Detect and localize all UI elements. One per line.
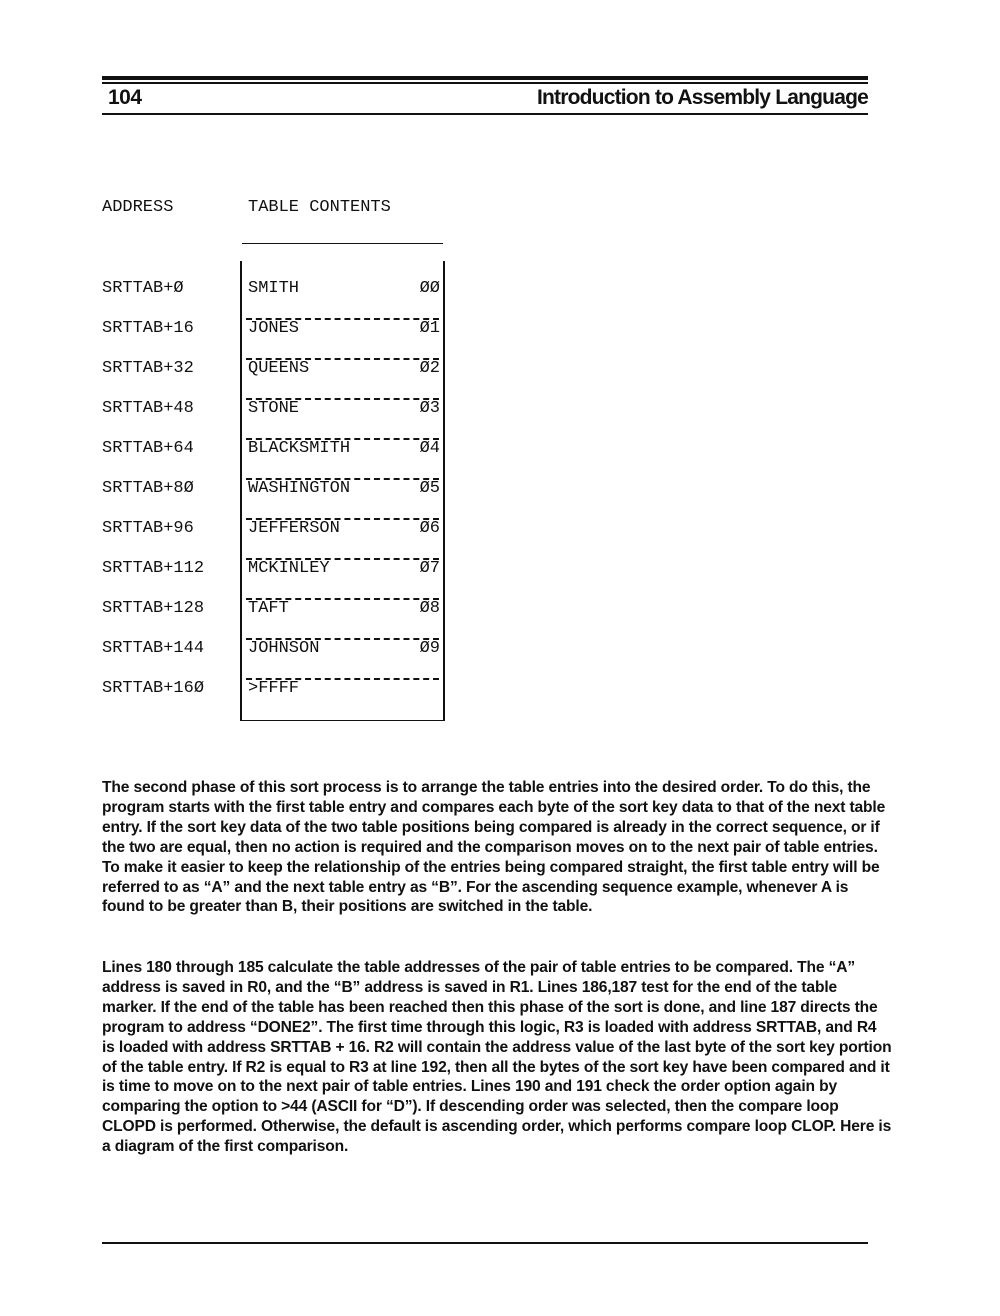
page-number: 104 bbox=[108, 86, 142, 109]
row-index: ØØ bbox=[419, 279, 440, 298]
table-bottom-border bbox=[242, 720, 443, 721]
row-address: SRTTAB+16Ø bbox=[102, 679, 205, 698]
row-index: Ø5 bbox=[419, 479, 440, 498]
row-index: Ø6 bbox=[419, 519, 440, 538]
row-index: Ø2 bbox=[419, 359, 440, 378]
header-rule-top bbox=[102, 76, 868, 80]
row-index: Ø4 bbox=[419, 439, 440, 458]
body-paragraph-2: Lines 180 through 185 calculate the table addresses of the pair of table entries to be compared. The “A” address is saved in R0, and the “B” address is saved in R1. Lines 186,187 test for the end of the table marker. If the end of the table has been reached then this phase of the sort is done, and line 187 directs the program to address “DONE2”. The first time through this logic, R3 is loaded with address SRTTAB, and R4 is loaded with address SRTTAB + 16. R2 will contain the address value of the last byte of the sort key portion of the table entry. If R2 is equal to R3 at line 192, then all the bytes of the sort key have been compared and it is time to move on to the next pair of table entries. Lines 190 and 191 check the order option again by comparing the option to >44 (ASCII for “D”). If descending order was selected, then the compare loop CLOPD is performed. Otherwise, the default is ascending order, which performs compare loop CLOP. Here is a diagram of the first comparison. bbox=[102, 959, 892, 1156]
header-rule-top-thin bbox=[102, 82, 868, 84]
row-address: SRTTAB+128 bbox=[102, 599, 205, 618]
row-name: STONE bbox=[248, 399, 300, 418]
row-address: SRTTAB+48 bbox=[102, 399, 194, 418]
row-address: SRTTAB+96 bbox=[102, 519, 194, 538]
page-header bbox=[102, 86, 868, 114]
table-right-border bbox=[443, 261, 445, 721]
row-index: Ø8 bbox=[419, 599, 440, 618]
row-address: SRTTAB+16 bbox=[102, 319, 194, 338]
row-index: Ø3 bbox=[419, 399, 440, 418]
row-address: SRTTAB+Ø bbox=[102, 279, 184, 298]
row-name: QUEENS bbox=[248, 359, 310, 378]
row-index: Ø7 bbox=[419, 559, 440, 578]
row-name: BLACKSMITH bbox=[248, 439, 351, 458]
row-name: TAFT bbox=[248, 599, 289, 618]
row-address: SRTTAB+64 bbox=[102, 439, 194, 458]
footer-rule bbox=[102, 1242, 868, 1244]
row-name: JOHNSON bbox=[248, 639, 320, 658]
row-address: SRTTAB+8Ø bbox=[102, 479, 194, 498]
row-name: >FFFF bbox=[248, 679, 300, 698]
row-address: SRTTAB+32 bbox=[102, 359, 194, 378]
row-name: JEFFERSON bbox=[248, 519, 340, 538]
table-left-border bbox=[240, 261, 242, 721]
address-column-header: ADDRESS bbox=[102, 198, 174, 217]
row-name: SMITH bbox=[248, 279, 300, 298]
row-index: Ø1 bbox=[419, 319, 440, 338]
running-title: Introduction to Assembly Language bbox=[536, 86, 868, 109]
row-name: MCKINLEY bbox=[248, 559, 330, 578]
table-top-border bbox=[242, 243, 443, 244]
body-paragraph-1: The second phase of this sort process is to arrange the table entries into the desired order. To do this, the program starts with the first table entry and compares each byte of the sort key data to that of the next table entry. If the sort key data of the two table positions being compared is already in the correct sequence, or if the two are equal, then no action is required and the comparison moves on to the next pair of table entries. To make it easier to keep the relationship of the entries being compared straight, the first table entry will be referred to as “A” and the next table entry as “B”. For the ascending sequence example, whenever A is found to be greater than B, their positions are switched in the table. bbox=[102, 779, 886, 916]
row-name: JONES bbox=[248, 319, 300, 338]
row-index: Ø9 bbox=[419, 639, 440, 658]
contents-column-header: TABLE CONTENTS bbox=[248, 198, 391, 217]
row-address: SRTTAB+144 bbox=[102, 639, 205, 658]
row-name: WASHINGTON bbox=[248, 479, 351, 498]
header-underline bbox=[102, 113, 868, 115]
row-address: SRTTAB+112 bbox=[102, 559, 205, 578]
